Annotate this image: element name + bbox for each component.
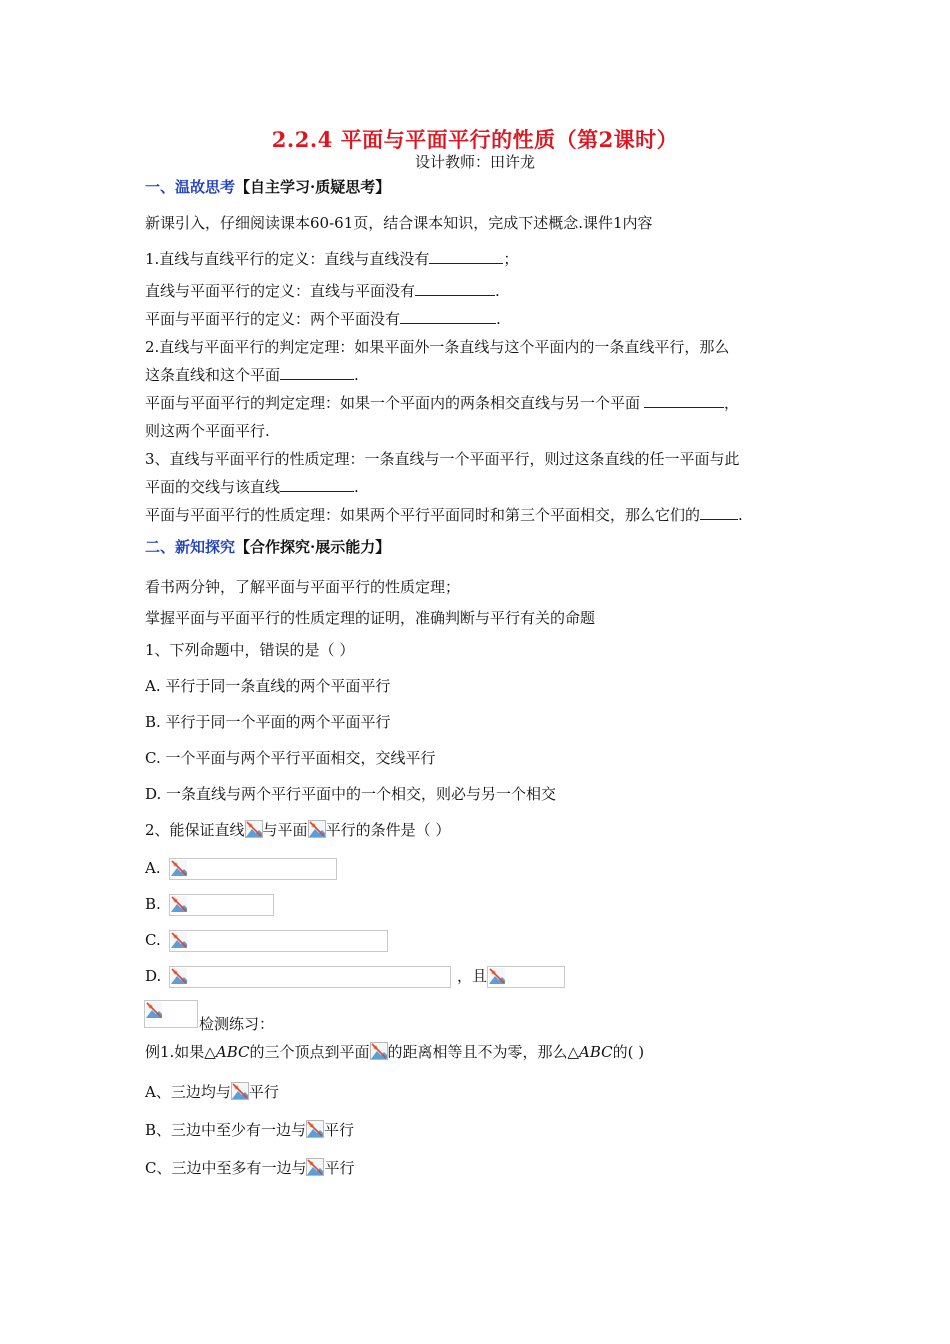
broken-image-icon [146,1002,164,1020]
option-label: B. [145,895,161,913]
formula-image [169,858,337,880]
option-label: A. [145,859,161,877]
punct: ， [724,394,740,412]
fill-blank [280,367,354,380]
problem-2-option-b [145,894,274,916]
question-2a-line1: 2.直线与平面平行的判定定理：如果平面外一条直线与这个平面内的一条直线平行，那么 [145,338,730,356]
example-1-option-a [145,1082,279,1102]
option-label: D. [145,967,162,985]
broken-image-icon [171,860,189,878]
problem-2-option-d [145,966,565,988]
option-d-conjunction: ，且 [457,967,488,985]
problem-2-option-c [145,930,388,952]
question-3b-text: 平面与平面平行的性质定理：如果两个平行平面同时和第三个平面相交，那么它们的 [145,506,701,524]
problem-2-option-a [145,858,337,880]
example-1-stem [145,1042,644,1062]
problem-1-option-c: C. 一个平面与两个平行平面相交，交线平行 [145,749,436,767]
broken-image-icon [171,968,189,986]
question-2a-line2 [145,365,359,385]
example-1-text: 的距离相等且不为零，那么△ [387,1043,580,1061]
punct: ； [503,250,519,268]
punct: . [495,282,500,300]
punct: . [496,310,501,328]
option-text: 平行 [324,1159,355,1177]
section-1-number: 一、温故思考 [145,178,236,196]
question-1c [145,309,501,329]
option-text: B、三边中至少有一边与 [145,1121,307,1139]
formula-image [144,1000,198,1028]
punct: . [354,478,359,496]
formula-image [169,966,451,988]
triangle-name: ABC [215,1043,250,1061]
fill-blank [415,283,495,296]
fill-blank [644,395,724,408]
question-3a-text: 平面的交线与该直线 [145,478,281,496]
option-text: C、三边中至多有一边与 [145,1159,307,1177]
question-2b-line2: 则这两个平面平行. [145,422,270,440]
question-1c-text: 平面与平面平行的定义：两个平面没有 [145,310,401,328]
question-2a-text: 这条直线和这个平面 [145,366,281,384]
option-text: A、三边均与 [145,1083,231,1101]
fill-blank [400,311,496,324]
designer-teacher: 设计教师：田许龙 [414,153,535,171]
punct: . [354,366,359,384]
section-2-heading [145,537,390,557]
example-1-text: 的( ) [612,1043,645,1061]
formula-image [169,894,274,916]
formula-image [169,930,388,952]
question-1b [145,281,500,301]
question-2b-line1 [145,393,739,413]
broken-image-icon [231,1082,249,1100]
broken-image-icon [370,1042,388,1060]
question-3b [145,505,743,525]
problem-2-text: 与平面 [262,821,308,839]
question-1a-text: 1.直线与直线平行的定义：直线与直线没有 [145,250,430,268]
option-text: 平行 [324,1121,355,1139]
broken-image-icon [306,1120,324,1138]
page-title: 2.2.4 平面与平面平行的性质（第2课时） [271,127,679,152]
section-2-line-1: 看书两分钟，了解平面与平面平行的性质定理； [145,578,461,596]
fill-blank [700,507,738,520]
question-3a-line1: 3、直线与平面平行的性质定理：一条直线与一个平面平行，则过这条直线的任一平面与此 [145,450,740,468]
option-text: 平行 [248,1083,279,1101]
intro-text: 新课引入，仔细阅读课本60-61页，结合课本知识，完成下述概念.课件1内容 [145,214,653,232]
practice-label: 检测练习： [199,1015,275,1033]
problem-1-option-a: A. 平行于同一条直线的两个平面平行 [145,677,391,695]
option-label: C. [145,931,161,949]
triangle-name: ABC [579,1043,613,1061]
formula-image [487,966,565,988]
broken-image-icon [171,896,189,914]
broken-image-icon [489,968,507,986]
broken-image-icon [171,932,189,950]
question-1a [145,249,518,269]
example-1-text: 的三个顶点到平面 [249,1043,370,1061]
fill-blank [429,251,503,264]
section-2-line-2: 掌握平面与平面平行的性质定理的证明，准确判断与平行有关的命题 [145,609,596,627]
fill-blank [280,479,354,492]
example-1-option-b [145,1120,354,1140]
problem-2-text: 2、能保证直线 [145,821,245,839]
broken-image-icon [308,820,326,838]
section-1-tag: 【自主学习·质疑思考】 [235,178,391,196]
broken-image-icon [245,820,263,838]
problem-1-option-d: D. 一条直线与两个平行平面中的一个相交，则必与另一个相交 [145,785,557,803]
question-1b-text: 直线与平面平行的定义：直线与平面没有 [145,282,416,300]
problem-2-text: 平行的条件是（ ） [325,821,451,839]
section-2-number: 二、新知探究 [145,538,236,556]
punct: . [738,506,743,524]
question-3a-line2 [145,477,359,497]
example-1-option-c [145,1158,355,1178]
section-2-tag: 【合作探究·展示能力】 [235,538,391,556]
question-2b-text: 平面与平面平行的判定定理：如果一个平面内的两条相交直线与另一个平面 [145,394,641,412]
broken-image-icon [306,1158,324,1176]
problem-1-option-b: B. 平行于同一个平面的两个平面平行 [145,713,391,731]
example-1-text: 例1.如果△ [145,1043,216,1061]
problem-1-stem: 1、下列命题中，错误的是（ ） [145,641,355,659]
section-1-heading [145,177,390,197]
problem-2-stem [145,820,450,840]
